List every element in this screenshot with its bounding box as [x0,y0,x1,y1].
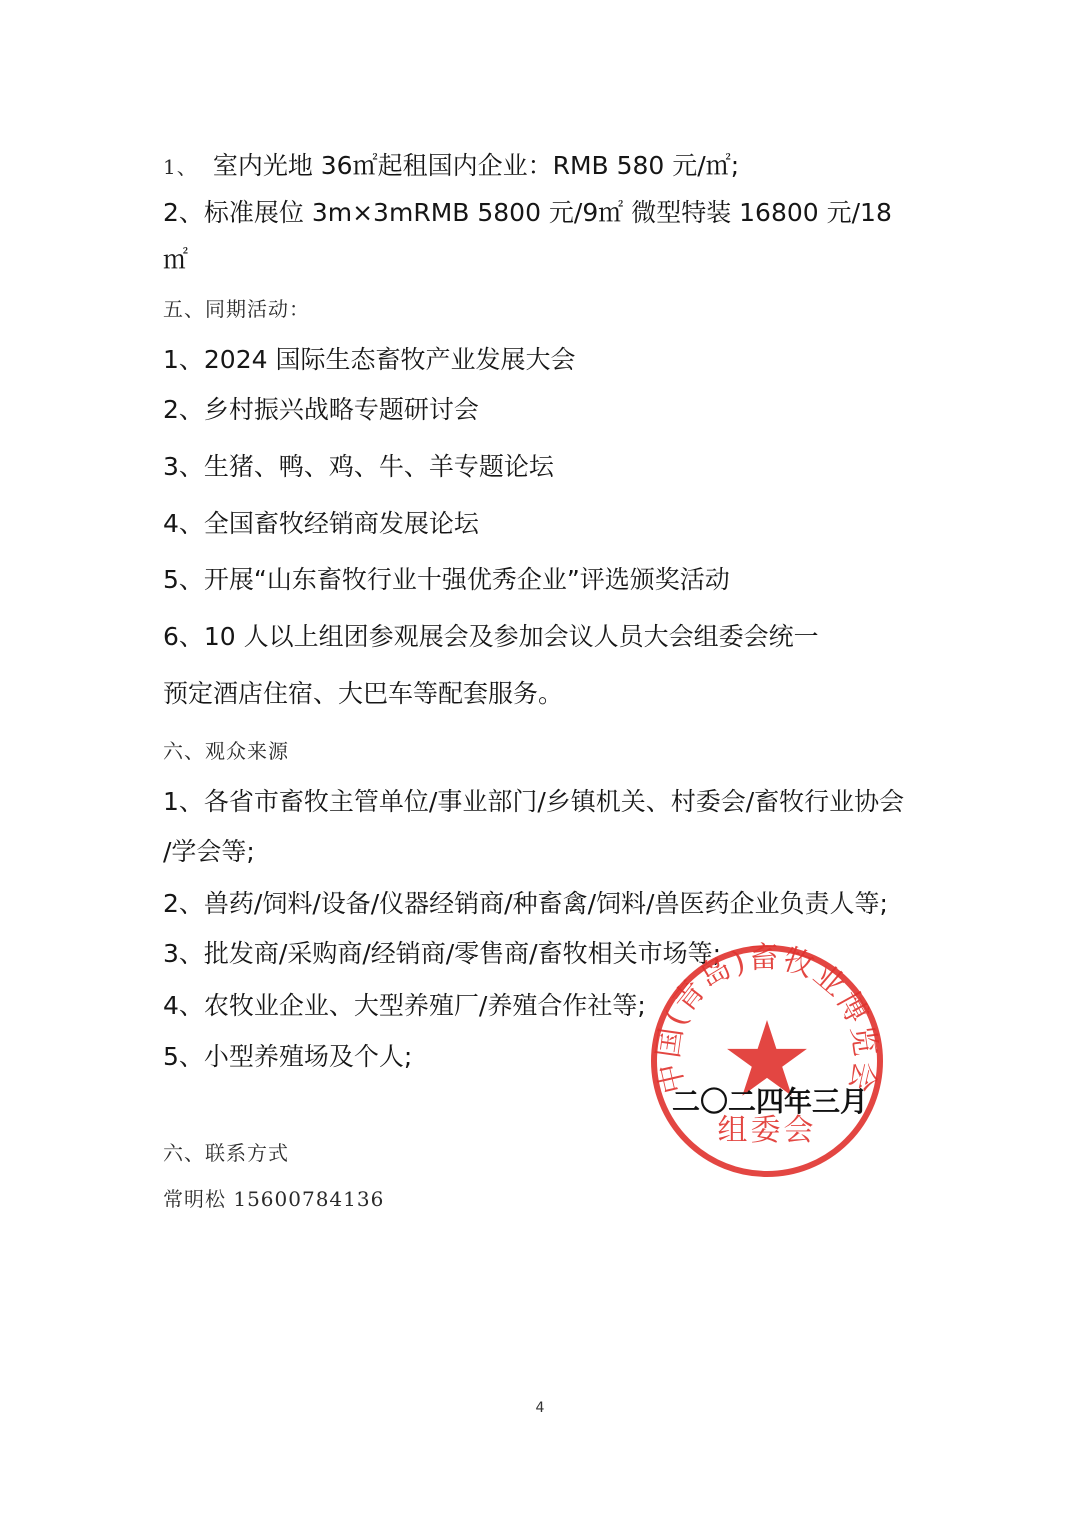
page-number: 4 [535,1400,545,1416]
activity-item: 4、全国畜牧经销商发展论坛 [163,509,479,538]
booth-line-2-continued: ㎡ [163,245,189,274]
activity-item: 6、10 人以上组团参观展会及参加会议人员大会组委会统一 [163,622,819,651]
activity-item: 5、开展“山东畜牧行业十强优秀企业”评选颁奖活动 [163,565,730,594]
activity-item: 预定酒店住宿、大巴车等配套服务。 [163,679,564,708]
contact-heading: 六、联系方式 [163,1141,289,1165]
booth-line-1-text: 室内光地 36㎡起租国内企业：RMB 580 元/㎡; [212,151,740,180]
audience-item: 1、各省市畜牧主管单位/事业部门/乡镇机关、村委会/畜牧行业协会 [163,787,905,816]
activity-item: 3、生猪、鸭、鸡、牛、羊专题论坛 [163,452,554,481]
booth-line-1-number: 1、 [163,155,198,179]
activity-item: 1、2024 国际生态畜牧产业发展大会 [163,345,576,374]
audience-item: 4、农牧业企业、大型养殖厂/养殖合作社等; [163,991,646,1020]
audience-item: /学会等; [163,837,255,866]
activity-item: 2、乡村振兴战略专题研讨会 [163,395,479,424]
activities-heading: 五、同期活动： [163,297,310,321]
seal-arc-text: 中国(青岛)畜牧业博览会 [650,940,884,1097]
audience-item: 5、小型养殖场及个人; [163,1042,413,1071]
booth-line-1 [163,146,739,182]
audience-item: 2、兽药/饲料/设备/仪器经销商/种畜禽/饲料/兽医药企业负责人等; [163,889,888,918]
seal-inner-text: 组委会 [717,1113,817,1148]
contact-person: 常明松 15600784136 [163,1187,385,1211]
issue-date: 二〇二四年三月 [672,1085,869,1118]
booth-line-2: 2、标准展位 3m×3mRMB 5800 元/9㎡ 微型特装 16800 元/18 [163,198,892,227]
audience-heading: 六、观众来源 [163,739,289,763]
audience-item: 3、批发商/采购商/经销商/零售商/畜牧相关市场等; [163,939,722,968]
organizer-seal-stamp [646,940,888,1182]
